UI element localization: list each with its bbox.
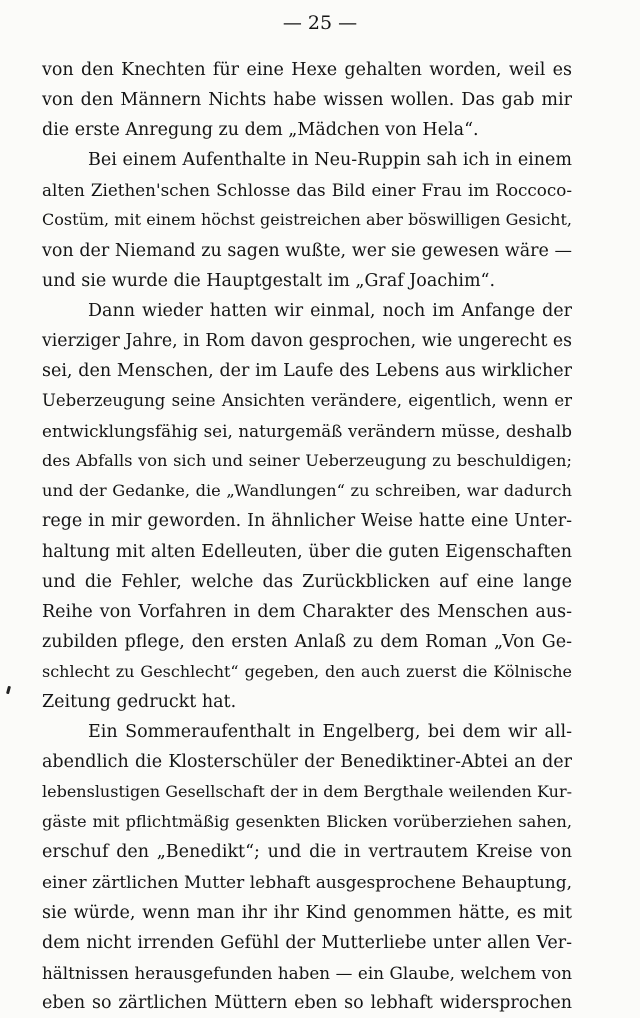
page-number: — 25 — (282, 12, 358, 34)
text-line: erschuf den „Benedikt“; und die in vertrautem Kreise von (42, 842, 572, 863)
text-line: zubilden pflege, den ersten Anlaß zu dem Roman „Von Ge- (42, 631, 572, 652)
body-text (42, 55, 572, 1018)
text-line: Reihe von Vorfahren in dem Charakter des Menschen aus- (42, 601, 572, 622)
text-line: sie würde, wenn man ihr ihr Kind genommen hätte, es mit (42, 902, 572, 923)
text-line: sei, den Menschen, der im Laufe des Lebens aus wirklicher (42, 360, 572, 381)
text-line: abendlich die Klosterschüler der Benediktiner-Abtei an der (42, 752, 572, 773)
text-line: Dann wieder hatten wir einmal, noch im Anfange der (88, 300, 572, 321)
text-line: entwicklungsfähig sei, naturgemäß verändern müsse, deshalb (42, 421, 572, 442)
ink-speck (6, 686, 11, 695)
text-line: und die Fehler, welche das Zurückblicken auf eine lange (42, 571, 572, 592)
text-line: von den Männern Nichts habe wissen wollen. Das gab mir (42, 90, 572, 111)
text-line: haltung mit alten Edelleuten, über die guten Eigenschaften (42, 541, 572, 562)
text-line: alten Ziethen'schen Schlosse das Bild einer Frau im Roccoco- (42, 180, 572, 201)
text-line: einer zärtlichen Mutter lebhaft ausgesprochene Behauptung, (42, 872, 572, 893)
text-line: die erste Anregung zu dem „Mädchen von Hela“. (42, 120, 479, 141)
text-line: von der Niemand zu sagen wußte, wer sie gewesen wäre — (42, 240, 572, 261)
text-line: lebenslustigen Gesellschaft der in dem Bergthale weilenden Kur- (42, 782, 572, 802)
text-line: schlecht zu Geschlecht“ gegeben, den auch zuerst die Kölnische (42, 661, 572, 681)
text-line: Costüm, mit einem höchst geistreichen aber böswilligen Gesicht, (42, 210, 572, 230)
text-line: und der Gedanke, die „Wandlungen“ zu schreiben, war dadurch (42, 481, 572, 501)
text-line: und sie wurde die Hauptgestalt im „Graf Joachim“. (42, 270, 496, 291)
text-line: Zeitung gedruckt hat. (42, 691, 237, 712)
text-line: rege in mir geworden. In ähnlicher Weise hatte eine Unter- (42, 511, 572, 532)
text-line: Ein Sommeraufenthalt in Engelberg, bei dem wir all- (88, 722, 572, 743)
text-line: eben so zärtlichen Müttern eben so lebhaft widersprochen (42, 992, 572, 1013)
text-line: vierziger Jahre, in Rom davon gesprochen, wie ungerecht es (42, 330, 572, 351)
text-line: dem nicht irrenden Gefühl der Mutterliebe unter allen Ver- (42, 932, 572, 953)
text-line: des Abfalls von sich und seiner Ueberzeugung zu beschuldigen; (42, 451, 572, 471)
text-line: gäste mit pflichtmäßig gesenkten Blicken vorüberziehen sahen, (42, 812, 572, 832)
text-line: Ueberzeugung seine Ansichten verändere, eigentlich, wenn er (42, 391, 572, 411)
text-line: von den Knechten für eine Hexe gehalten worden, weil es (42, 60, 572, 80)
text-line: Bei einem Aufenthalte in Neu-Ruppin sah ich in einem (88, 150, 572, 171)
text-line: hältnissen herausgefunden haben — ein Glaube, welchem von (42, 962, 572, 983)
